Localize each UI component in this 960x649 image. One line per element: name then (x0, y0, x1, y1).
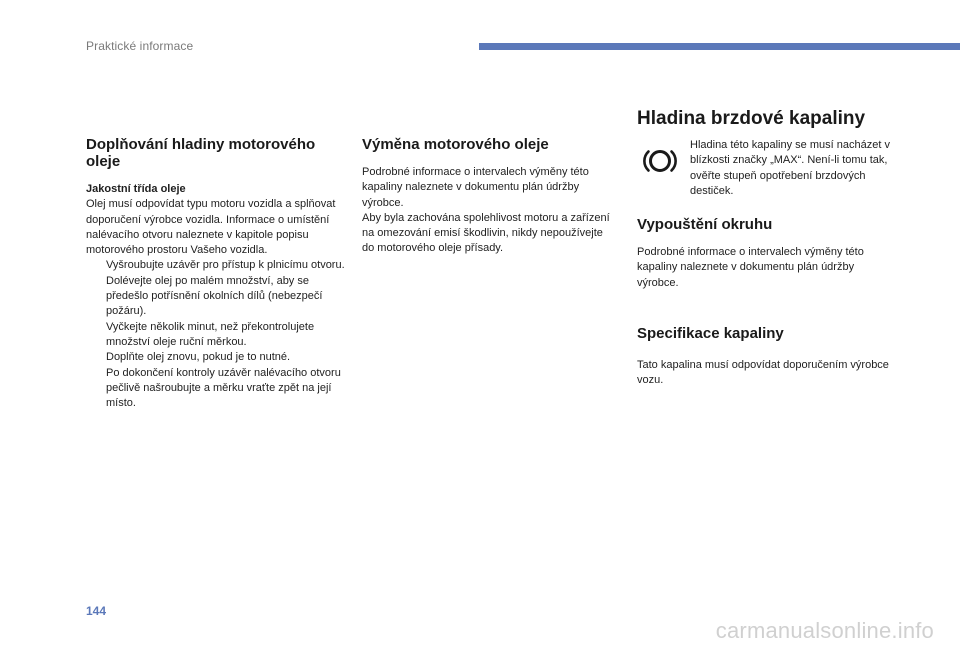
step-text: Dolévejte olej po malém množství, aby se předešlo potřísnění okolních dílů (nebezpečí požáru). (106, 274, 323, 318)
brake-warning-icon (642, 147, 678, 175)
drain-text: Podrobné informace o intervalech výměny této kapaliny naleznete v dokumentu plán údržby výrobce. (637, 246, 864, 289)
list-item (86, 350, 348, 365)
spec-title: Specifikace kapaliny (637, 324, 784, 342)
brake-fluid-column (637, 108, 895, 388)
list-item (86, 258, 348, 273)
step-text: Vyšroubujte uzávěr pro přístup k plnicímu otvoru. (106, 259, 345, 272)
oil-topup-steps (86, 258, 348, 411)
watermark: carmanualsonline.info (715, 618, 934, 643)
list-item (86, 274, 348, 320)
header-accent-bar (479, 43, 960, 50)
spec-text: Tato kapalina musí odpovídat doporučením výrobce vozu. (637, 358, 889, 387)
brake-fluid-title: Hladina brzdové kapaliny (637, 108, 866, 129)
oil-change-paragraph-2: Aby byla zachována spolehlivost motoru a zařízení na omezování emisí škodlivin, nikdy nepoužívejte do motorového oleje přísady. (362, 211, 610, 255)
brake-fluid-intro-block (637, 138, 895, 202)
oil-quality-paragraph: Olej musí odpovídat typu motoru vozidla a splňovat doporučení výrobce vozidla. Informace o umístění nalévacího otvoru naleznete v kapitole popisu motorového prostoru Vašeho vozidla. (86, 198, 336, 257)
oil-change-title: Výměna motorového oleje (362, 136, 549, 153)
list-item (86, 366, 348, 412)
drain-title: Vypouštění okruhu (637, 216, 773, 233)
list-item (86, 320, 348, 351)
step-text: Vyčkejte několik minut, než překontrolujete množství oleje ruční měrkou. (106, 320, 315, 348)
step-text: Doplňte olej znovu, pokud je to nutné. (106, 351, 291, 364)
oil-quality-heading: Jakostní třída oleje (86, 183, 186, 195)
oil-topup-title: Doplňování hladiny motorového oleje (86, 136, 316, 170)
brake-fluid-intro: Hladina této kapaliny se musí nacházet v blízkosti značky „MAX“. Není-li tomu tak, ověřte stupeň opotřebení brzdových destiček. (690, 139, 890, 197)
section-title: Praktické informace (86, 39, 194, 53)
page-number: 144 (86, 604, 107, 618)
step-text: Po dokončení kontroly uzávěr nalévacího otvoru pečlivě našroubujte a měrku vraťte zpět na její místo. (106, 366, 341, 410)
oil-change-column (362, 136, 618, 257)
engine-oil-topup-column (86, 136, 348, 411)
oil-change-paragraph-1: Podrobné informace o intervalech výměny této kapaliny naleznete v dokumentu plán údržby výrobce. (362, 166, 589, 209)
